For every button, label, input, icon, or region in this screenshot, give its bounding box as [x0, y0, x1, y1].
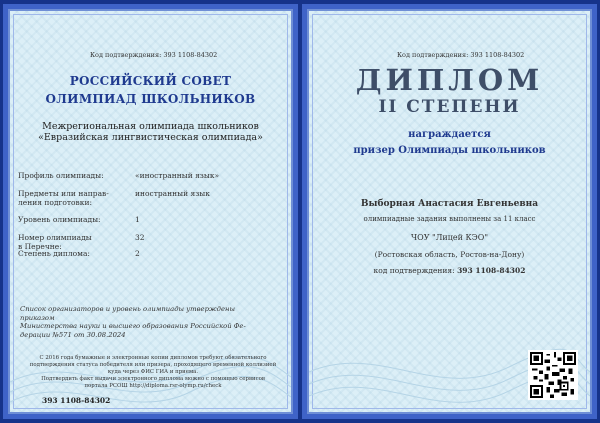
subjects-label-line2: ления подготовки: — [18, 198, 92, 207]
number-label-line2: в Перечне: — [18, 242, 62, 251]
right-page-paper — [307, 9, 592, 414]
council-title-line2: ОЛИМПИАД ШКОЛЬНИКОВ — [45, 92, 256, 106]
diploma-title: ДИПЛОМ — [355, 63, 544, 97]
number-label-line1: Номер олимпиады — [18, 233, 92, 242]
subjects-label — [18, 189, 128, 207]
confirmation-code — [309, 266, 590, 275]
profile-value: «иностранный язык» — [135, 171, 220, 180]
fine-line4: Подтвердить факт выдачи электронного диплома можно с помощью сервисов — [41, 376, 265, 382]
recipient-name: Выборная Анастасия Евгеньевна — [360, 199, 539, 209]
level-label: Уровень олимпиады: — [18, 215, 101, 224]
confirmation-code-value: 393 1108-84302 — [457, 266, 526, 275]
right-diploma-page — [302, 4, 597, 419]
subjects-value: иностранный язык — [135, 189, 210, 198]
council-title-line1: РОССИЙСКИЙ СОВЕТ — [69, 74, 232, 88]
footnote-line3: Министерства науки и высшего образования Российской Фе- — [20, 322, 246, 331]
level-value: 1 — [135, 215, 140, 224]
profile-label: Профиль олимпиады: — [18, 171, 104, 180]
degree-label: Степень диплома: — [18, 249, 90, 258]
school-name: ЧОУ "Лицей КЭО" — [410, 233, 489, 242]
left-bottom-code: 393 1108-84302 — [42, 396, 111, 405]
olympiad-name-line1: Межрегиональная олимпиада школьников — [42, 121, 259, 132]
school-region: (Ростовская область, Ростов-на-Дону) — [374, 250, 525, 259]
confirmation-code-label: код подтверждения: — [373, 266, 455, 275]
right-code-line: Код подтверждения: 393 1108-84302 — [397, 51, 525, 59]
prize-text: призер Олимпиады школьников — [353, 145, 546, 156]
qr-code — [528, 350, 578, 400]
left-code-line: Код подтверждения: 393 1108-84302 — [90, 51, 218, 59]
number-value: 32 — [135, 233, 145, 242]
subjects-label-line1: Предметы или направ- — [18, 189, 109, 198]
fine-line1: С 2016 года бумажные и электронные копии дипломов требуют обязательного — [39, 355, 267, 361]
footnote-line1: Список организаторов и уровень олимпиады утверждены — [20, 305, 235, 313]
footnote-line4: дерации №571 от 30.08.2024 — [20, 330, 126, 339]
left-page-paper — [8, 9, 293, 414]
awarded-text: награждается — [408, 129, 491, 140]
fine-line3: куда через ФИС ГИА и приема. — [107, 369, 199, 375]
tasks-class: олимпиадные задания выполнены за 11 класс — [363, 215, 536, 223]
olympiad-name-line2: «Евразийская лингвистическая олимпиада» — [38, 132, 263, 143]
left-diploma-page — [3, 4, 298, 419]
diploma-degree: II СТЕПЕНИ — [378, 97, 521, 117]
degree-value: 2 — [135, 249, 140, 258]
verification-note — [18, 355, 288, 390]
approval-footnote — [20, 305, 285, 339]
footnote-line2: приказом — [20, 313, 55, 322]
fine-line2: подтверждения статуса победителя или призера, проходящего временной коллизией — [29, 362, 277, 368]
fine-line5: портала РСОШ http://diploma.rsr-olymp.ru/check — [84, 383, 222, 389]
